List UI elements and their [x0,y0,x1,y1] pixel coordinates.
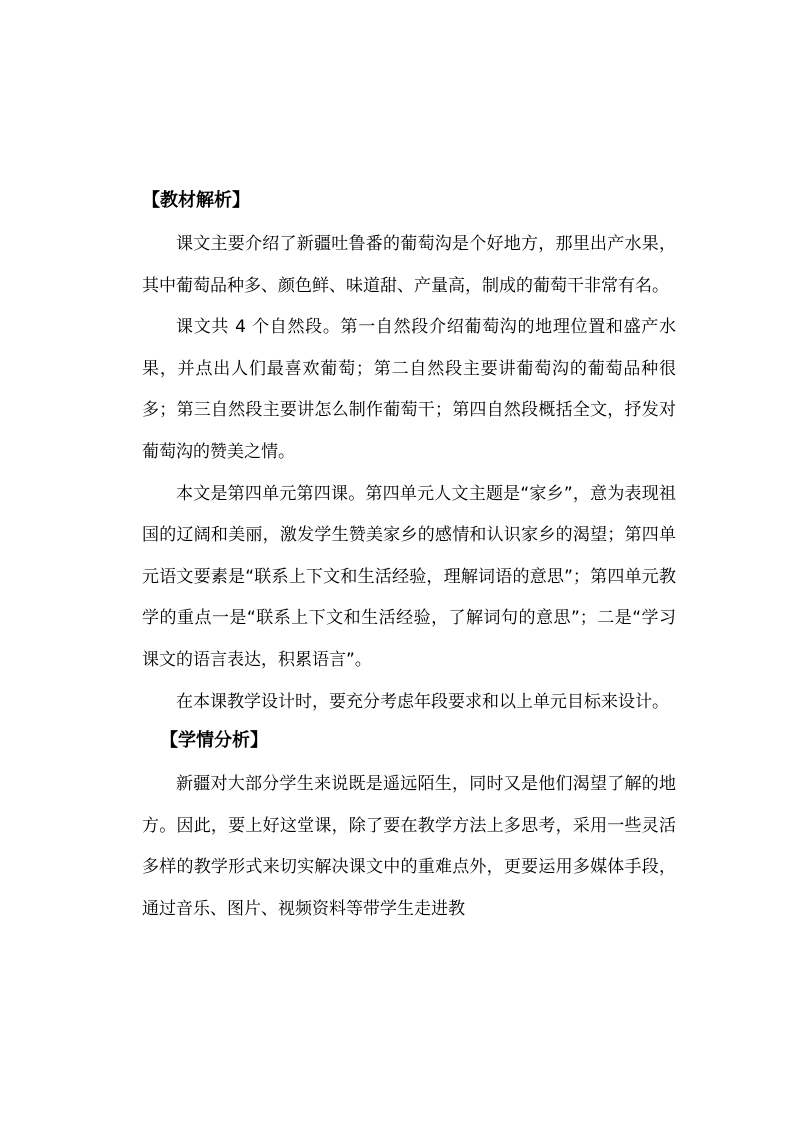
paragraph: 在本课教学设计时，要充分考虑年段要求和以上单元目标来设计。 [176,691,669,712]
section-heading-student-analysis: 【学情分析】 [160,730,268,752]
paragraph: 课文共 4 个自然段。第一自然段介绍葡萄沟的地理位置和盛产水果，并点出人们最喜欢葡萄；第二自然段主要讲葡萄沟的葡萄品种很多；第三自然段主要讲怎么制作葡萄干；第四自然段概括全文，抒发对葡萄沟的赞美之情。 [142,317,676,462]
paragraph: 本文是第四单元第四课。第四单元人文主题是“家乡”，意为表现祖国的辽阔和美丽，激发学生赞美家乡的感情和认识家乡的渴望；第四单元语文要素是“联系上下文和生活经验，理解词语的意思”；第四单元教学的重点一是“联系上下文和生活经验，了解词句的意思”；二是“学习课文的语言表达，积累语言”。 [142,483,676,670]
paragraph: 新疆对大部分学生来说既是遥远陌生，同时又是他们渴望了解的地方。因此，要上好这堂课，除了要在教学方法上多思考，采用一些灵活多样的教学形式来切实解决课文中的重难点外，更要运用多媒体手段，通过音乐、图片、视频资料等带学生走进教 [142,774,676,919]
document-content [142,183,676,931]
paragraph: 课文主要介绍了新疆吐鲁番的葡萄沟是个好地方，那里出产水果，其中葡萄品种多、颜色鲜、味道甜、产量高，制成的葡萄干非常有名。 [142,234,676,296]
section-heading-textbook-analysis: 【教材解析】 [142,190,250,211]
